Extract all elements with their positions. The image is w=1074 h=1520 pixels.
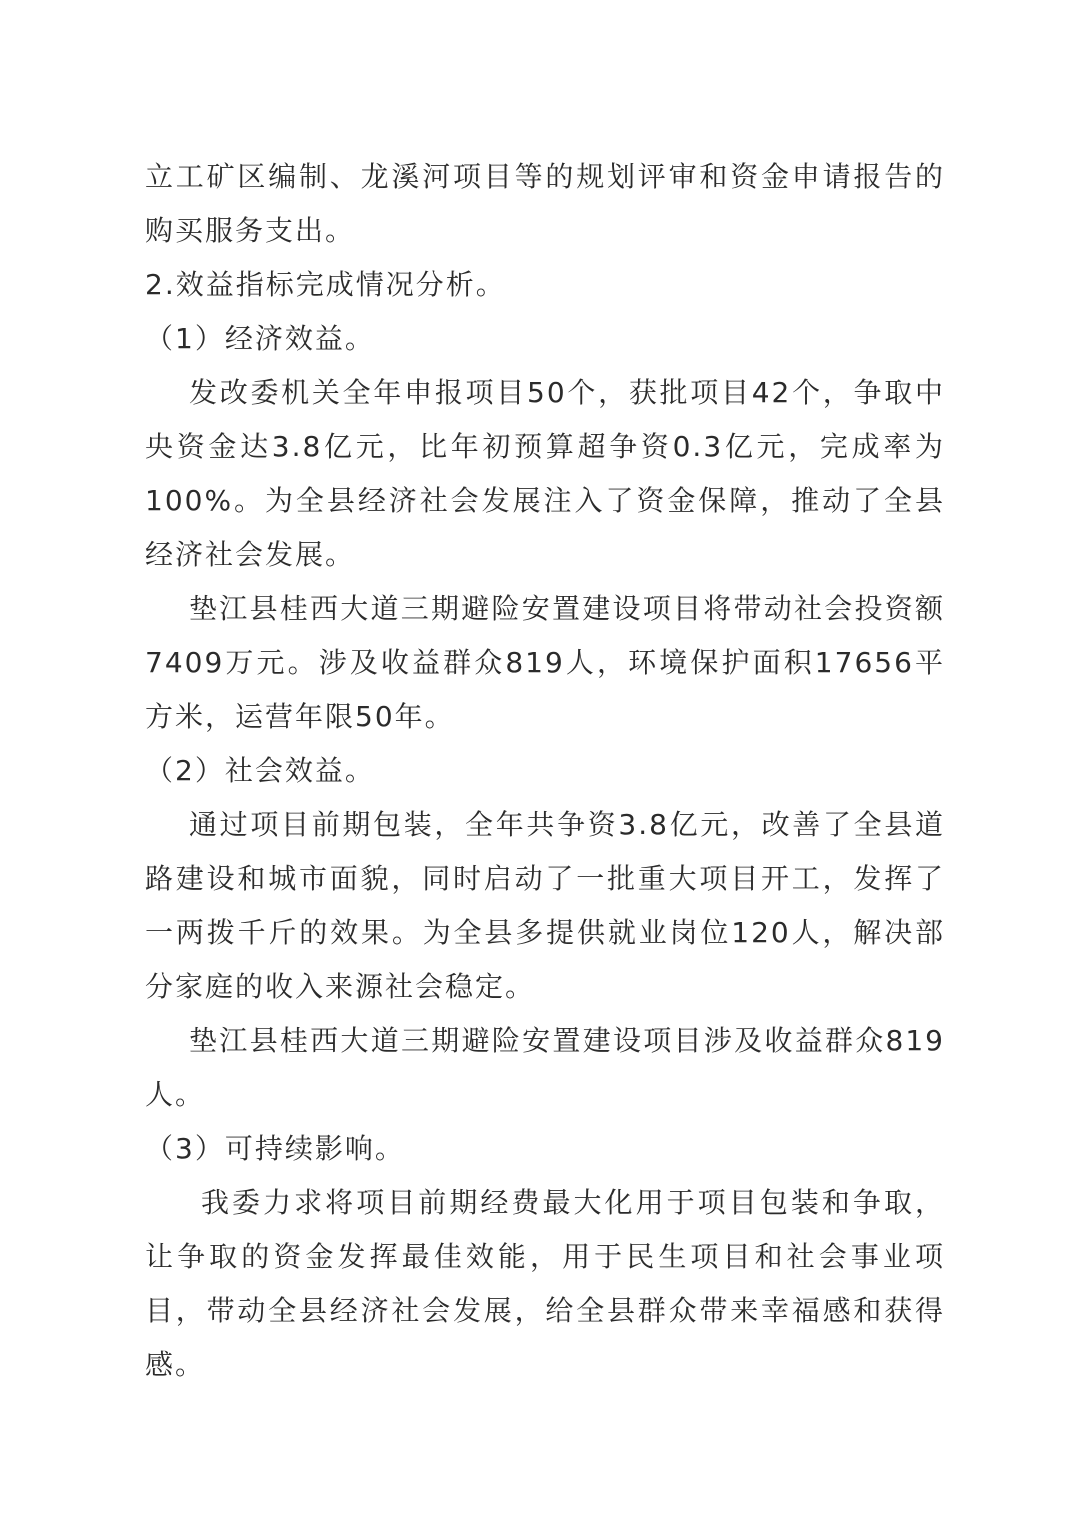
subheading-economic-benefit: （1）经济效益。 (145, 322, 375, 355)
paragraph-guixi-investment: 垫江县桂西大道三期避险安置建设项目将带动社会投资额7409万元。涉及收益群众819人，环境保护面积17656平方米，运营年限50年。 (145, 592, 945, 733)
paragraph-guixi-beneficiaries: 垫江县桂西大道三期避险安置建设项目涉及收益群众819人。 (145, 1024, 945, 1111)
paragraph-sustainable-impact: 我委力求将项目前期经费最大化用于项目包装和争取，让争取的资金发挥最佳效能，用于民生项目和社会事业项目，带动全县经济社会发展，给全县群众带来幸福感和获得感。 (145, 1186, 945, 1381)
subheading-sustainable-impact: （3）可持续影响。 (145, 1132, 405, 1165)
document-body (145, 150, 945, 1392)
paragraph-project-funding: 发改委机关全年申报项目50个，获批项目42个，争取中央资金达3.8亿元，比年初预算超争资0.3亿元，完成率为100%。为全县经济社会发展注入了资金保障，推动了全县经济社会发展。 (145, 376, 945, 571)
subheading-social-benefit: （2）社会效益。 (145, 754, 375, 787)
paragraph-social-impact: 通过项目前期包装，全年共争资3.8亿元，改善了全县道路建设和城市面貌，同时启动了一批重大项目开工，发挥了一两拨千斤的效果。为全县多提供就业岗位120人，解决部分家庭的收入来源社会稳定。 (145, 808, 945, 1003)
paragraph-continuation: 立工矿区编制、龙溪河项目等的规划评审和资金申请报告的购买服务支出。 (145, 160, 945, 247)
section-heading-benefit-analysis: 2.效益指标完成情况分析。 (145, 268, 506, 301)
